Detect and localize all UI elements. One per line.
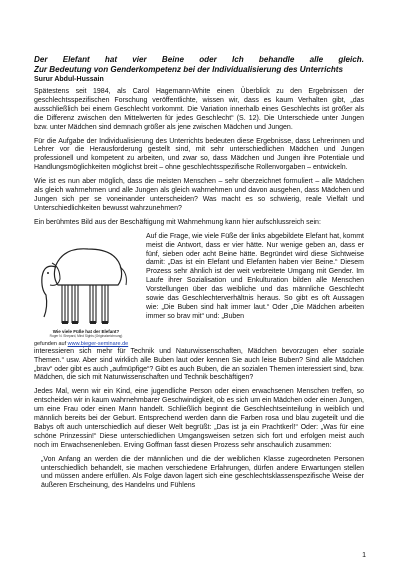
figure-subcaption: Roger N. Shepard, Mind Sights (Originalzeichnung) (49, 333, 123, 338)
quotation: „Von Anfang an werden die der männlichen und die der weiblichen Klasse zugeordneten Personen unterschiedlich behandelt, sie machen verschiedene Erfahrungen, dürfen andere Erwartungen stellen und müssen andere erfüllen. Als Folge davon lagert sich eine geschlechtsklassenspezifische Weise der äußeren Erscheinung, des Handelns und Fühlens (41, 455, 364, 490)
document-title-line-2: Zur Bedeutung von Genderkompetenz bei der Individualisierung des Unterrichts (34, 65, 343, 74)
figure-caption: Wie viele Füße hat der Elefant? (52, 328, 120, 334)
paragraph: Auf die Frage, wie viele Füße der links abgebildete Elefant hat, kommt meist die Antwort, dass er vier hätte. Nur wenige geben an, dass er fünf, sieben oder acht Beine hätte. Begründet wird diese Sichtweise damit: „Das ist ein Elefant und Elefanten haben vier Beine.“ Diesem Prozess sehr ähnlich ist der weit verbreitete Umgang mit Gender. Im Laufe ihrer Sozialisation und Enkulturation bilden alle Menschen Vorstellungen über das weibliche und das männliche Geschlecht sowie das Geschlechterverhältnis heraus. So gibt es oft Aussagen wie: „Die Buben sind halt immer laut.“ Oder „Die Mädchen arbeiten immer so brav mit“ und: „Buben (146, 232, 364, 320)
paragraph: Für die Aufgabe der Individualisierung des Unterrichts bedeuten diese Ergebnisse, dass Lehrerinnen und Lehrer vor die Herausforderung gestellt sind, mit sehr unterschiedlichen Mädchen und Jungen professionell und kompetent zu arbeiten, und zwar so, dass Mädchen und Jungen ihre Potentiale und Handlungsmöglichkeiten möglichst breit – ohne geschlechtsspezifische Rollenvorgaben – entwickeln. (34, 137, 364, 172)
elephant-figure (34, 233, 138, 348)
figure-credit-prefix: gefunden auf (34, 340, 67, 347)
document-page (34, 55, 364, 491)
figure-side-text (146, 233, 364, 348)
elephant-drawing (34, 233, 138, 343)
page-number: 1 (362, 552, 366, 559)
paragraph: Jedes Mal, wenn wir ein Kind, eine jugendliche Person oder einen erwachsenen Menschen treffen, so entscheiden wir in kaum wahrnehmbarer Geschwindigkeit, ob es sich um ein Mädchen oder einen Jungen, um eine Frau oder einen Mann handelt. Schließlich beginnt die Geschlechtseinteilung in weiblich und männlich bereits bei der Geburt. Entsprechend werden dann die Farben rosa und blau zugeteilt und die Babys oft auch unterschiedlich auf dieser Welt begrüßt: „Das ist ja ein Prachtkerl!“ Oder: „Was für eine schöne Prinzessin!“ Diese unterschiedlichen Umgangsweisen setzen sich fort und erfolgen meist auch noch im Erwachsenenleben. Erving Goffman fasst diesen Prozess sehr anschaulich zusammen: (34, 388, 364, 449)
paragraph: Spätestens seit 1984, als Carol Hagemann-White einen Überblick zu den Ergebnissen der geschlechtsspezifischen Forschung veröffentlichte, wissen wir, dass es kaum Verhalten gibt, „das ausschließlich bei einem Geschlecht vorkommt. Die Variation innerhalb eines Geschlechts ist größer als die Differenz zwischen den Mittelwerten für jedes Geschlecht“ (S. 12). Die Unterschiede unter Jungen bzw. unter Mädchen sind demnach größer als jene zwischen Mädchen und Jungen. (34, 88, 364, 131)
paragraph: Ein berühmtes Bild aus der Beschäftigung mit Wahrnehmung kann hier aufschlussreich sein: (34, 218, 321, 226)
elephant-illusion-image (34, 233, 138, 343)
figure-credit-link[interactable]: www.bieger-seminare.de (67, 340, 129, 347)
figure-row (34, 233, 364, 348)
paragraph: interessieren sich mehr für Technik und Naturwissenschaften, Mädchen bevorzugen eher soziale Themen.“ usw. Aber sind wirklich alle Buben laut oder kennen Sie auch leise Buben? Sind alle Mädchen „brav“ oder gibt es auch „aufmüpfige“? Gibt es auch Buben, die an sozialen Themen interessiert sind, bzw. Mädchen, die sich mit Naturwissenschaften und Technik beschäftigen? (34, 347, 364, 382)
paragraph: Wie ist es nun aber möglich, dass die meisten Menschen – sehr überzeichnet formuliert – alle Mädchen als gleich wahrnehmen und alle Jungen als gleich wahrnehmen und davon ausgehen, dass Mädchen und Jungen sich per se voneinander unterscheiden? Was macht es so schwierig, reale Vielfalt und Unterschiedlichkeiten bewusst wahrzunehmen? (34, 178, 364, 212)
author-name: Surur Abdul-Hussain (34, 76, 104, 83)
document-title-line-1: Der Elefant hat vier Beine oder Ich behandle alle gleich. (34, 55, 364, 64)
